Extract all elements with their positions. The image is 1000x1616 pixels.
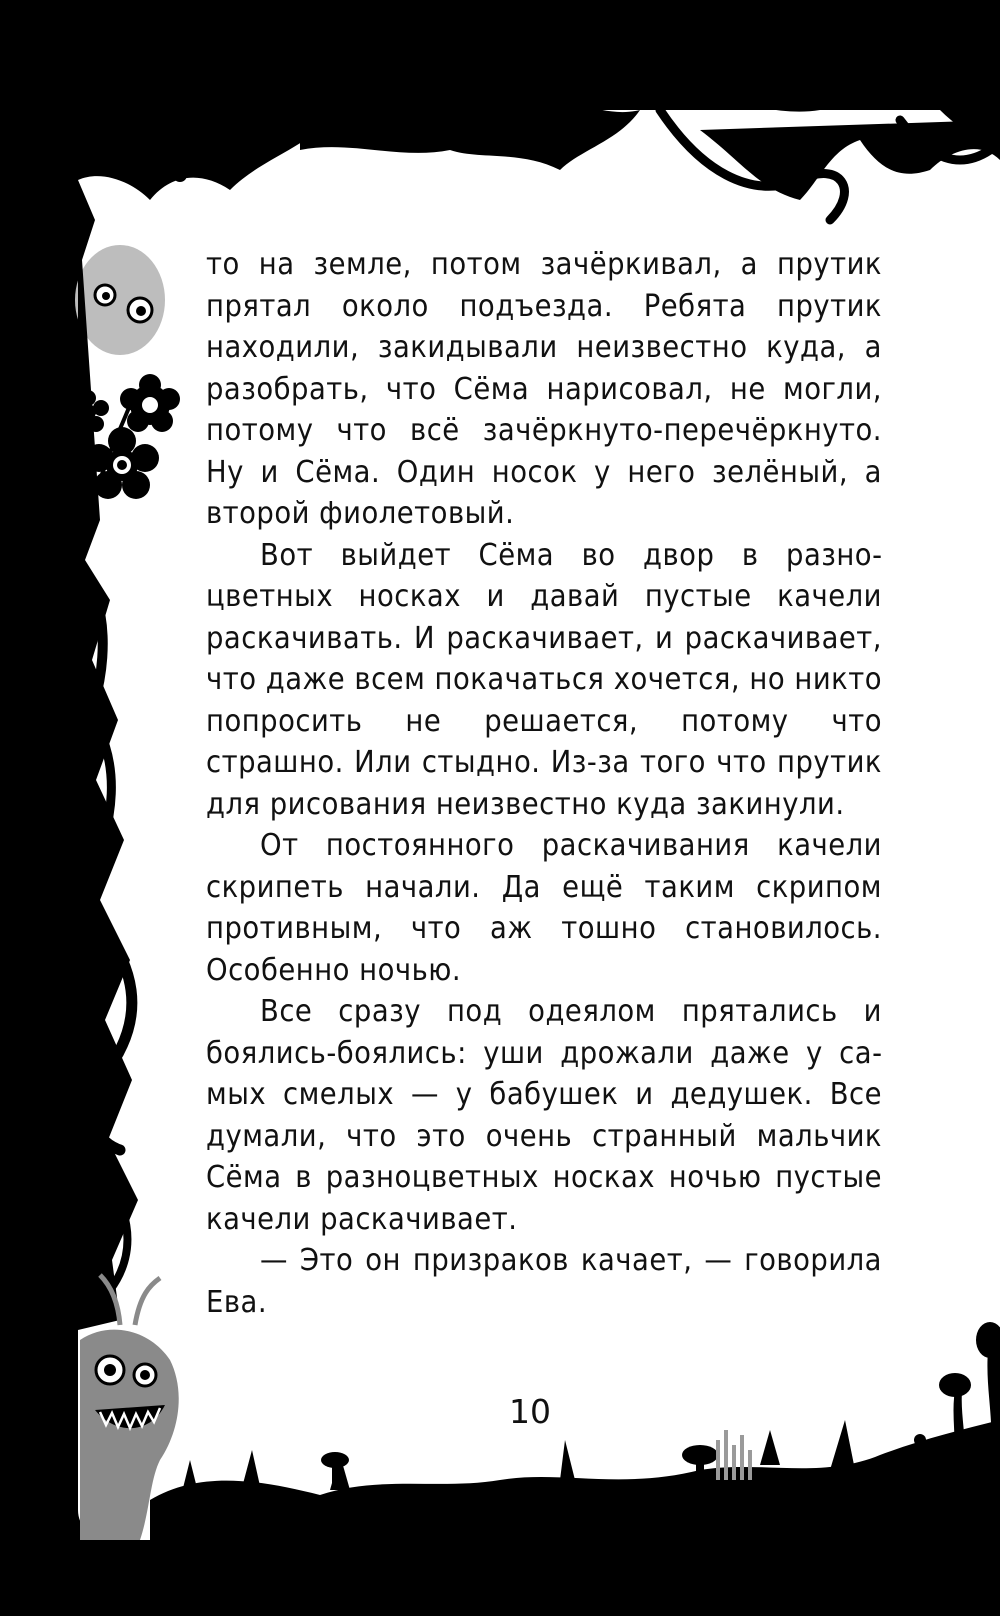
story-text [206,244,882,1323]
paragraph: От постоянного раскачивания качели скрипеть начали. Да ещё таким скрипом противным, что аж тошно становилось. Особенно ночью. [206,828,882,988]
paragraph: Все сразу под одеялом прятались и боялись-боялись: уши дрожали даже у самых смелых — у бабушек и дедушек. Все думали, что это очень странный мальчик Сёма в разноцветных носках ночью пустые качели раскачивает. [206,994,882,1237]
tree-branch-icon [78,77,1000,200]
page-number: 10 [509,1392,551,1431]
paragraph: то на земле, потом зачёркивал, а прутик прятал около подъезда. Ребята прутик находили, закидывали неизвестно куда, а разобрать, что Сёма нарисовал, не могли, потому что всё зачёркнуто-перечёркнуто. Ну и Сёма. Один носок у него зелёный, а второй фиолетовый. [206,247,882,531]
paragraph: — Это он призраков качает, — говорила Ева. [206,1243,882,1320]
paragraph: Вот выйдет Сёма во двор в разноцветных носках и давай пустые качели раскачивать. И раскачивает, и раскачивает, что даже всем покачаться хочется, но никто попросить не решается, потому что страшно. Или стыдно. Из-за того что прутик для рисования неизвестно куда закинули. [206,537,882,822]
monster-icon [75,245,165,355]
